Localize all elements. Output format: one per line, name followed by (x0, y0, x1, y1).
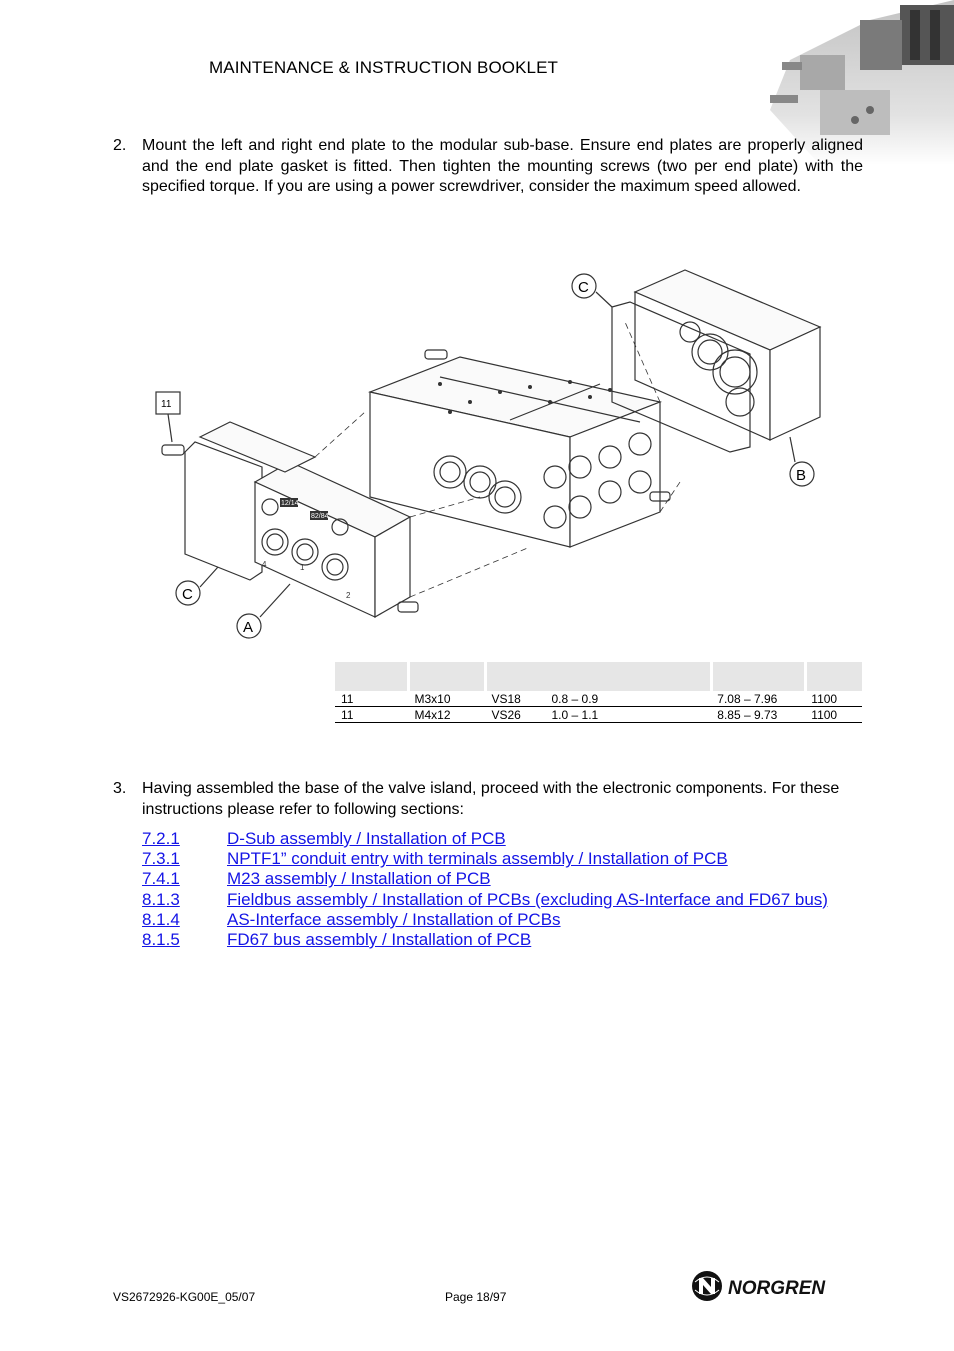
link-section-8-1-5[interactable]: FD67 bus assembly / Installation of PCB (227, 929, 532, 949)
footer-doc-id: VS2672926-KG00E_05/07 (113, 1290, 256, 1304)
table-header-cell (409, 662, 486, 691)
step-3-text: Having assembled the base of the valve island, proceed with the electronic components. For these instructions please refer to following sections: (142, 780, 840, 818)
table-cell: 7.08 – 7.96 (711, 691, 805, 707)
table-cell: VS18 (486, 691, 546, 707)
block-label-2: 2 (346, 591, 351, 600)
table-header-row (335, 662, 862, 691)
table-row (335, 707, 862, 723)
callout-b: B (796, 467, 807, 484)
end-plate-assembly-diagram (150, 262, 830, 652)
table-header-cell (486, 662, 712, 691)
table-header-cell (805, 662, 862, 691)
callout-c-top: C (578, 279, 589, 296)
table-row (335, 691, 862, 707)
link-section-7-3-1[interactable]: NPTF1” conduit entry with terminals assembly / Installation of PCB (227, 849, 728, 869)
table-cell: 1.0 – 1.1 (546, 707, 712, 723)
block-label-1214: 12/14 (281, 500, 299, 507)
torque-table (335, 662, 862, 723)
link-section-8-1-3[interactable]: Fieldbus assembly / Installation of PCBs (excluding AS-Interface and FD67 bus) (227, 889, 828, 909)
table-cell: 1100 (805, 691, 862, 707)
block-label-8284: 82/84 (311, 513, 329, 520)
block-label-1: 1 (300, 563, 305, 572)
link-section-7-2-1-number[interactable]: 7.2.1 (142, 829, 180, 848)
table-header-cell (711, 662, 805, 691)
callout-item-11: 11 (161, 399, 172, 410)
table-cell: M3x10 (409, 691, 486, 707)
page-header-title: MAINTENANCE & INSTRUCTION BOOKLET (209, 58, 559, 77)
footer-page-number: Page 18/97 (445, 1290, 507, 1304)
norgren-logo (690, 1268, 865, 1304)
table-cell: 11 (335, 691, 409, 707)
table-header-cell (335, 662, 409, 691)
table-cell: 0.8 – 0.9 (546, 691, 712, 707)
link-section-7-4-1-number[interactable]: 7.4.1 (142, 869, 180, 889)
table-cell: 1100 (805, 707, 862, 723)
step-2-number: 2. (113, 137, 127, 154)
link-section-8-1-4[interactable]: AS-Interface assembly / Installation of PCBs (227, 909, 561, 929)
link-section-7-4-1[interactable]: M23 assembly / Installation of PCB (227, 869, 491, 889)
link-section-7-3-1-number[interactable]: 7.3.1 (142, 849, 180, 869)
step-2-text: Mount the left and right end plate to the modular sub-base. Ensure end plates are properly aligned and the end plate gasket is fitted. Then tighten the mounting screws (two per end plate) with the specified torque. If you are using a power screwdriver, consider the maximum speed allowed. (142, 137, 863, 195)
table-cell: 8.85 – 9.73 (711, 707, 805, 723)
table-cell: M4x12 (409, 707, 486, 723)
link-section-8-1-5-number[interactable]: 8.1.5 (142, 929, 180, 949)
table-cell: 11 (335, 707, 409, 723)
table-cell: VS26 (486, 707, 546, 723)
link-section-8-1-3-number[interactable]: 8.1.3 (142, 889, 180, 909)
callout-a: A (243, 619, 254, 636)
block-label-4: 4 (262, 560, 267, 569)
brand-wordmark: NORGREN (728, 1278, 826, 1299)
step-3-number: 3. (113, 780, 127, 797)
link-section-8-1-4-number[interactable]: 8.1.4 (142, 909, 180, 929)
link-section-7-2-1[interactable]: D-Sub assembly / Installation of PCB (227, 829, 506, 848)
callout-c-bottom: C (182, 586, 193, 603)
